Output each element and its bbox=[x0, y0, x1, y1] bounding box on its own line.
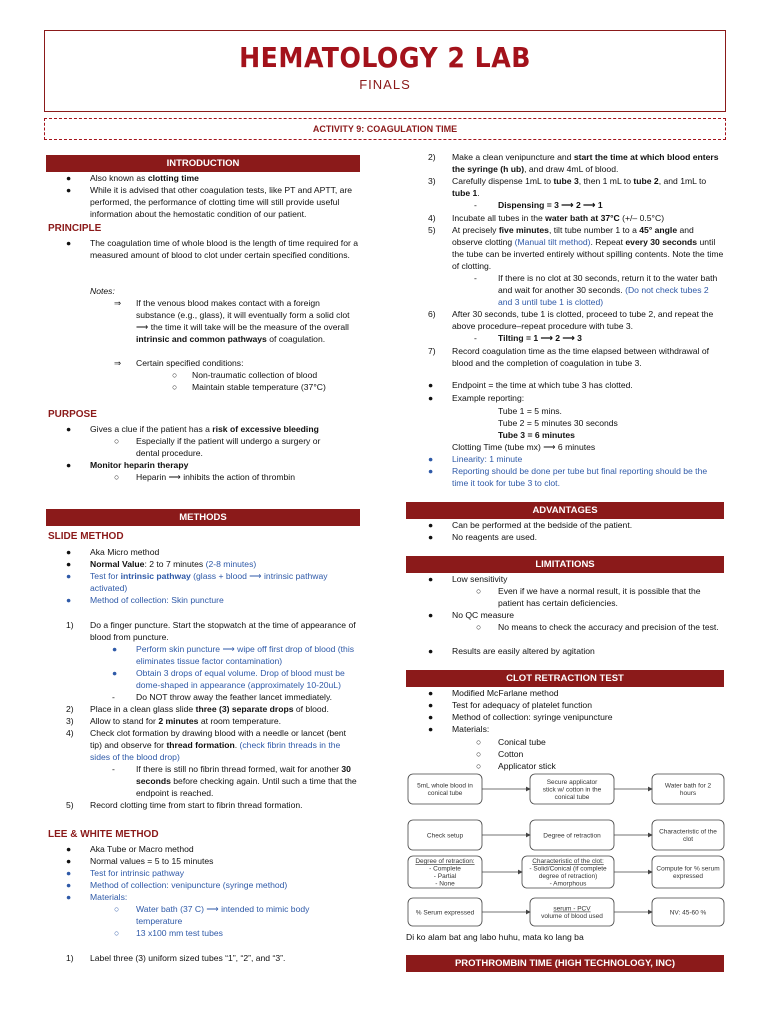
list-item: ● Endpoint = the time at which tube 3 has clotted. bbox=[428, 380, 633, 390]
clot-retraction-flowchart bbox=[400, 770, 730, 930]
purpose-heading: PURPOSE bbox=[48, 409, 97, 420]
list-item: 3) Carefully dispense 1mL to tube 3, then 1 mL to tube 2, and 1mL to tube 1. bbox=[428, 176, 707, 198]
list-item: ● Results are easily altered by agitation bbox=[428, 646, 595, 656]
flow-box-text: Characteristic of the bbox=[659, 828, 717, 836]
list-item: ● Low sensitivity bbox=[428, 574, 508, 584]
report-line: Tube 3 = 6 minutes bbox=[498, 430, 575, 440]
list-item: ● No reagents are used. bbox=[428, 532, 538, 542]
list-item: ○ Especially if the patient will undergo a surgery or dental procedure. bbox=[114, 436, 321, 458]
flow-box-text: Secure applicator bbox=[546, 778, 598, 786]
list-item: ● Reporting should be done per tube but final reporting should be the time it took for tube 3 to clot. bbox=[428, 466, 708, 488]
list-item: ● While it is advised that other coagulation tests, like PT and APTT, are performed, the performance of clotting time will still provide useful information about the hemostatic condition of our patient. bbox=[66, 185, 353, 219]
list-item: ● Materials: bbox=[66, 892, 128, 902]
list-item: ⇒ If the venous blood makes contact with a foreign substance (e.g., glass), it will eventually form a solid clot ⟶ the time it will take will be the measure of the overall intrinsic and common pathways of coagulation. bbox=[114, 298, 350, 344]
page-subtitle: FINALS bbox=[359, 77, 411, 92]
prothrombin-heading: PROTHROMBIN TIME (HIGH TECHNOLOGY, INC) bbox=[406, 955, 724, 972]
list-item: 3) Allow to stand for 2 minutes at room temperature. bbox=[66, 716, 282, 726]
list-item: 2) Place in a clean glass slide three (3) separate drops of blood. bbox=[66, 704, 329, 714]
list-item: ○ Water bath (37 C) ⟶ intended to mimic body temperature bbox=[114, 904, 310, 926]
list-item: 5) Record clotting time from start to fibrin thread formation. bbox=[66, 800, 303, 810]
list-item: ○ Applicator stick bbox=[476, 761, 556, 771]
list-item: - Tilting = 1 ⟶ 2 ⟶ 3 bbox=[474, 333, 582, 343]
list-item: ● Perform skin puncture ⟶ wipe off first drop of blood (this eliminates tissue factor contamination) bbox=[112, 644, 355, 666]
list-item: ● Test for adequacy of platelet function bbox=[428, 700, 592, 710]
flow-box-text: Compute for % serum bbox=[656, 865, 720, 873]
list-item: 5) At precisely five minutes, tilt tube number 1 to a 45° angle and observe clotting (Manual tilt method). Repeat every 30 seconds until the tube can be inverted entirely without spilling contents. Note the time of clotting. bbox=[428, 225, 724, 271]
methods-heading: METHODS bbox=[46, 509, 360, 526]
list-item: - Dispensing = 3 ⟶ 2 ⟶ 1 bbox=[474, 200, 603, 210]
introduction-heading: INTRODUCTION bbox=[46, 155, 360, 172]
list-item: ⇒ Certain specified conditions: bbox=[114, 358, 244, 368]
flow-box-text: 5mL whole blood in bbox=[417, 782, 473, 790]
list-item: ○ Heparin ⟶ inhibits the action of thrombin bbox=[114, 472, 295, 482]
list-item: ○ Maintain stable temperature (37°C) bbox=[172, 382, 326, 392]
flow-box-text: - Partial bbox=[433, 873, 457, 881]
flow-box-text: - None bbox=[435, 880, 455, 888]
list-item: - Do NOT throw away the feather lancet immediately. bbox=[112, 692, 332, 702]
list-item: 1) Label three (3) uniform sized tubes “1”, “2”, and “3”. bbox=[66, 953, 286, 963]
list-item: ● Aka Tube or Macro method bbox=[66, 844, 194, 854]
list-item: 2) Make a clean venipuncture and start the time at which blood enters the syringe (h ub), and draw 4mL of blood. bbox=[428, 152, 719, 174]
list-item: ● Monitor heparin therapy bbox=[66, 460, 189, 470]
activity-title: ACTIVITY 9: COAGULATION TIME bbox=[44, 118, 726, 140]
report-line: Tube 2 = 5 minutes 30 seconds bbox=[498, 418, 618, 428]
limitations-heading: LIMITATIONS bbox=[406, 556, 724, 573]
list-item: ● Normal Value: 2 to 7 minutes (2-8 minutes) bbox=[66, 559, 257, 569]
list-item: ● The coagulation time of whole blood is the length of time required for a measured amount of blood to clot under certain specified conditions. bbox=[66, 238, 358, 260]
list-item: ○ 13 x100 mm test tubes bbox=[114, 928, 223, 938]
flow-box-text: Degree of retraction bbox=[543, 832, 601, 840]
list-item: ● Method of collection: venipuncture (syringe method) bbox=[66, 880, 288, 890]
flow-box-text: Water bath for 2 bbox=[664, 782, 712, 790]
list-item: - If there is still no fibrin thread formed, wait for another 30 seconds before checking again. Until such a time that the endpoint is reached. bbox=[112, 764, 357, 798]
list-item: ● Normal values = 5 to 15 minutes bbox=[66, 856, 214, 866]
list-item: ● Test for intrinsic pathway (glass + blood ⟶ intrinsic pathway activated) bbox=[66, 571, 328, 593]
list-item: ○ Cotton bbox=[476, 749, 524, 759]
list-item: 6) After 30 seconds, tube 1 is clotted, proceed to tube 2, and repeat the above procedure–repeat procedure with tube 3. bbox=[428, 309, 714, 331]
report-line: Tube 1 = 5 mins. bbox=[498, 406, 562, 416]
flow-box-text: serum - PCV bbox=[553, 905, 591, 913]
flow-box-text: volume of blood used bbox=[541, 913, 603, 921]
list-item: 1) Do a finger puncture. Start the stopwatch at the time of appearance of blood from puncture. bbox=[66, 620, 356, 642]
list-item: ○ No means to check the accuracy and precision of the test. bbox=[476, 622, 719, 632]
list-item: ● Modified McFarlane method bbox=[428, 688, 559, 698]
flow-box-text: % Serum expressed bbox=[415, 909, 475, 917]
flow-box-text: expressed bbox=[673, 873, 703, 881]
lee-white-heading: LEE & WHITE METHOD bbox=[48, 829, 159, 840]
flow-box-text: - Complete bbox=[429, 865, 461, 873]
list-item: ● Gives a clue if the patient has a risk of excessive bleeding bbox=[66, 424, 319, 434]
flow-box-text: NV: 45-60 % bbox=[669, 909, 707, 917]
flowchart-caption: Di ko alam bat ang labo huhu, mata ko lang ba bbox=[406, 932, 584, 942]
list-item: 7) Record coagulation time as the time elapsed between withdrawal of blood and the completion of coagulation in tube 3. bbox=[428, 346, 710, 368]
slide-method-heading: SLIDE METHOD bbox=[48, 531, 124, 542]
list-item: ● Method of collection: Skin puncture bbox=[66, 595, 224, 605]
list-item: ● No QC measure bbox=[428, 610, 515, 620]
list-item: ● Aka Micro method bbox=[66, 547, 160, 557]
flow-box-text: Characteristic of the clot: bbox=[532, 858, 604, 866]
flow-box-text: conical tube bbox=[427, 790, 463, 798]
list-item: 4) Check clot formation by drawing blood with a needle or lancet (bent tip) and observe for thread formation. (check fibrin threads in the sides of the blood drop) bbox=[66, 728, 347, 762]
list-item: ○ Conical tube bbox=[476, 737, 546, 747]
flow-box-text: stick w/ cotton in the bbox=[542, 786, 602, 794]
principle-heading: PRINCIPLE bbox=[48, 223, 102, 234]
flow-box-text: - Amorphous bbox=[549, 880, 587, 888]
title-box bbox=[44, 30, 726, 112]
list-item: ● Also known as clotting time bbox=[66, 173, 199, 183]
flow-box-text: - Solid/Conical (if complete bbox=[529, 865, 607, 873]
list-item: ● Example reporting: bbox=[428, 393, 525, 403]
clot-retraction-heading: CLOT RETRACTION TEST bbox=[406, 670, 724, 687]
report-line: Clotting Time (tube mx) ⟶ 6 minutes bbox=[452, 442, 596, 452]
list-item: ● Linearity: 1 minute bbox=[428, 454, 523, 464]
list-item: ● Method of collection: syringe venipuncture bbox=[428, 712, 613, 722]
advantages-heading: ADVANTAGES bbox=[406, 502, 724, 519]
list-item: ● Can be performed at the bedside of the patient. bbox=[428, 520, 633, 530]
list-item: ○ Non-traumatic collection of blood bbox=[172, 370, 318, 380]
flow-box-text: clot bbox=[682, 836, 694, 844]
flow-box-text: degree of retraction) bbox=[538, 873, 598, 881]
list-item: 4) Incubate all tubes in the water bath at 37°C (+/– 0.5°C) bbox=[428, 213, 665, 223]
flow-box-text: conical tube bbox=[554, 793, 590, 801]
flow-box-text: Degree of retraction: bbox=[415, 858, 475, 866]
list-item: ● Obtain 3 drops of equal volume. Drop of blood must be dome-shaped in appearance (approximately 10-20uL) bbox=[112, 668, 345, 690]
flow-box-text: hours bbox=[679, 790, 697, 798]
notes-label: Notes: bbox=[90, 286, 115, 296]
list-item: ● Test for intrinsic pathway bbox=[66, 868, 185, 878]
list-item: ○ Even if we have a normal result, it is possible that the patient has certain deficiencies. bbox=[476, 586, 701, 608]
flow-box-text: Check setup bbox=[426, 832, 464, 840]
page-title: HEMATOLOGY 2 LAB bbox=[239, 41, 531, 74]
list-item: ● Materials: bbox=[428, 724, 490, 734]
list-item: - If there is no clot at 30 seconds, return it to the water bath and wait for another 30 seconds. (Do not check tubes 2 and 3 until tube 1 is clotted) bbox=[474, 273, 718, 307]
